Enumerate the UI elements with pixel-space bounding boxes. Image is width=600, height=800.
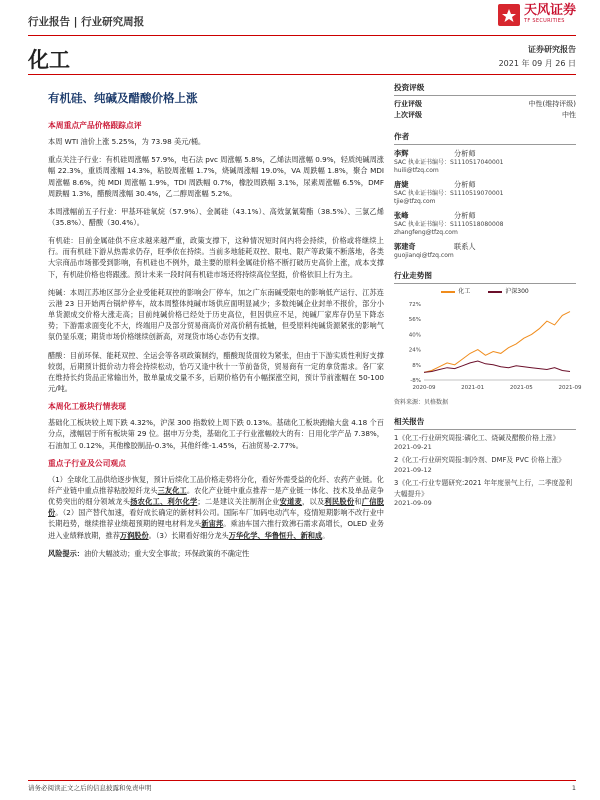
footer-disclaimer: 请务必阅读正文之后的信息披露和免责申明 (28, 784, 152, 792)
x-tick-label: 2021-01 (461, 385, 485, 392)
footer (28, 780, 576, 793)
para-company-views: （1）全球化工品供给逐步恢复，预计后续化工品价格走势将分化，看好外需受益的化纤、农药产业链。化纤产业链中重点推荐粘胶短纤龙头三友化工。农化产业链中重点推荐一是产业链一体化、技术及单品竞争优势突出的细分领域龙头扬农化工、利尔化学；二是建议关注制剂企业安道麦，以及利民股份和广信股份。（2）国产替代加速，看好成长确定的新材料公司。国际车厂加码电动汽车，疫情短期影响不改行业中长期趋势，继续推荐业绩超预期的锂电材料龙头新宙邦。乘油车国六推行致沸石需求高增长，OLED 业务进入业绩释放期，推荐万润股份。（3）长期看好细分龙头万华化学、华鲁恒升、新和成。 (48, 474, 384, 540)
trend-heading: 行业走势图 (394, 270, 576, 284)
risk-text: 油价大幅波动；重大安全事故；环保政策的不确定性 (83, 548, 250, 558)
x-tick-label: 2021-05 (509, 385, 533, 392)
x-tick-label: 2020-09 (412, 385, 436, 392)
risk-label: 风险提示： (48, 548, 84, 558)
related-report[interactable]: 3《化工-行业专题研究:2021 年年度景气上行，二季度盈利大幅提升》 2021-09-09 (394, 479, 573, 507)
para-focus-subsectors: 重点关注子行业：有机硅周涨幅 57.9%，电石法 pvc 周涨幅 5.8%，乙烯法周涨幅 0.9%，轻质纯碱周涨幅 22.3%，重质周涨幅 14.3%，粘胶周涨幅 1.7%，烧碱周涨幅 19.0%，VA 周跌幅 1.8%，聚合 MDI 周涨幅 8.6%，纯 MDI 周涨幅 1.9%，TDI 周跌幅 0.7%，橡胶周跌幅 3.1%，尿素周涨幅 6.5%，DMF 周跌幅 1.3%，醋酸周涨幅 30.4%，乙二醇周涨幅 5.2%。 (48, 155, 384, 198)
chart-legend (394, 287, 576, 296)
report-type: 证券研究报告 (528, 45, 576, 54)
para-acetic-acid: 醋酸：目前环保、能耗双控、全运会等各项政策制约，醋酸现货面较为紧张，但由于下游实质性利好支撑较弱，后期预计挺价动力将会持续松动，恰巧又逢中秋十一节前备货，贸易商有一定的拿货需求。各厂家在维持长约货品正常输出外，散单量成交量不多，后期价格仍有小幅探涨空间，预计节前涨幅在 50-100 元/吨。 (48, 350, 384, 394)
series-line-1 (424, 361, 570, 372)
brand-name-cn: 天风证券 (523, 3, 576, 18)
y-tick-label: 8% (412, 363, 421, 370)
brand-name-en: TF SECURITIES (523, 18, 565, 25)
y-tick-label: 56% (408, 317, 421, 324)
top-bar (28, 3, 576, 36)
related-heading: 相关报告 (394, 416, 576, 430)
y-tick-label: 24% (408, 347, 421, 354)
brand-logo-icon (498, 4, 520, 26)
title-divider (28, 74, 576, 75)
authors-heading: 作者 (394, 131, 576, 145)
para-top5: 本周涨幅前五子行业：甲基环硅氧烷（57.9%）、金属硅（43.1%）、高效氯氰菊酯（38.5%）、三氯乙烯（35.8%）、醋酸（30.4%）。 (48, 206, 384, 228)
author-entry: 郭建奇 联系人 guojianqi@tfzq.com (394, 241, 476, 259)
rating-row: 行业评级 中性(维持评级) (394, 99, 576, 108)
trend-chart (394, 287, 582, 408)
x-tick-label: 2021-09 (558, 385, 582, 392)
page-title: 化工 (28, 48, 70, 72)
para-sector-performance: 基础化工板块较上周下跌 4.32%，沪深 300 指数较上周下跌 0.13%。基础化工板块跑输大盘 4.18 个百分点，涨幅居于所有板块第 29 位。据申万分类，基础化工子行业涨幅较大的有：日用化学产品 7.38%，石油加工 0.12%，其他橡胶制品-0.3%，其他纤维-1.45%，石油贸易-2.77%。 (48, 418, 384, 450)
breadcrumb: 行业报告 | 行业研究周报 (28, 16, 145, 28)
trend-chart-svg (394, 298, 582, 394)
author-entry: 张峰 分析师 SAC 执业证书编号：S1110518080008 zhangfeng@tfzq.com (394, 210, 504, 237)
para-soda-ash: 纯碱：本周江苏地区部分企业受能耗双控的影响会厂停车，加之广东南碱受限电的影响低产运行、江苏连云港 23 日开始两台锅炉停车，故本周整体纯碱市场供应面明显减少；多数纯碱企业封单不报价，部分小单货源成交价格大涨走高；目前纯碱价格已经处于历史高位，但因供应不足，纯碱厂家库存仍呈下降态势；下游需求面变化不大，终端用户及部分贸易商高价对高价稍有抵触，但受原料纯碱货源紧张的影响气氛仍显乐观；期货市场价格继续创新高，对现货市场心态仍有支撑。 (48, 287, 384, 342)
section-title-sector-performance: 本周化工板块行情表现 (48, 402, 126, 412)
y-tick-label: -8% (410, 378, 421, 385)
author-entry: 李辉 分析师 SAC 执业证书编号：S1110517040001 huili@tfzq.com (394, 148, 504, 175)
brand (498, 4, 576, 26)
section-title-company-views: 重点子行业及公司观点 (48, 458, 126, 468)
rating-heading: 投资评级 (394, 82, 576, 96)
para-silicone: 有机硅：目前金属硅供不应求越来越严重，政策支撑下，这种情况短时间内将会持续，价格或将继续上行。而有机硅下游从热需求仍存，旺季依在持续。当前多地能耗双控、限电、限产等政策不断落地，各类大宗商品市场都受到影响，有机硅也不例外，最主要的原料金属硅价格不断打破历史高价上涨，成本支撑下，有机硅价格也将跟涨。预计未来一段时间有机硅市场还将持续高位坚挺，价格依旧上行为主。 (48, 236, 384, 279)
rating-row: 上次评级 中性 (394, 110, 576, 119)
section-title-price-tracking: 本周重点产品价格跟踪点评 (48, 121, 142, 130)
chart-source: 资料来源：贝格数据 (394, 399, 449, 407)
para-wti: 本周 WTI 油价上涨 5.25%，为 73.98 美元/桶。 (48, 137, 206, 147)
page-number: 1 (571, 784, 576, 792)
related-report[interactable]: 2《化工-行业研究周报:制冷剂、DMF及 PVC 价格上涨》 2021-09-12 (394, 456, 566, 474)
legend-item: 沪深300 (488, 287, 528, 296)
author-entry: 唐婕 分析师 SAC 执业证书编号：S1110519070001 tjie@tfzq.com (394, 179, 504, 206)
sidebar (394, 78, 582, 512)
para-risk (48, 548, 384, 559)
main-content (48, 114, 384, 566)
report-headline: 有机硅、纯碱及醋酸价格上涨 (48, 91, 198, 105)
legend-item: 化工 (441, 287, 470, 296)
y-tick-label: 72% (408, 302, 421, 309)
related-report[interactable]: 1《化工-行业研究周报:磷化工、烧碱及醋酸价格上涨》 2021-09-21 (394, 433, 560, 451)
y-tick-label: 40% (408, 332, 421, 339)
series-line-0 (424, 312, 570, 373)
report-date: 2021 年 09 月 26 日 (498, 59, 576, 68)
